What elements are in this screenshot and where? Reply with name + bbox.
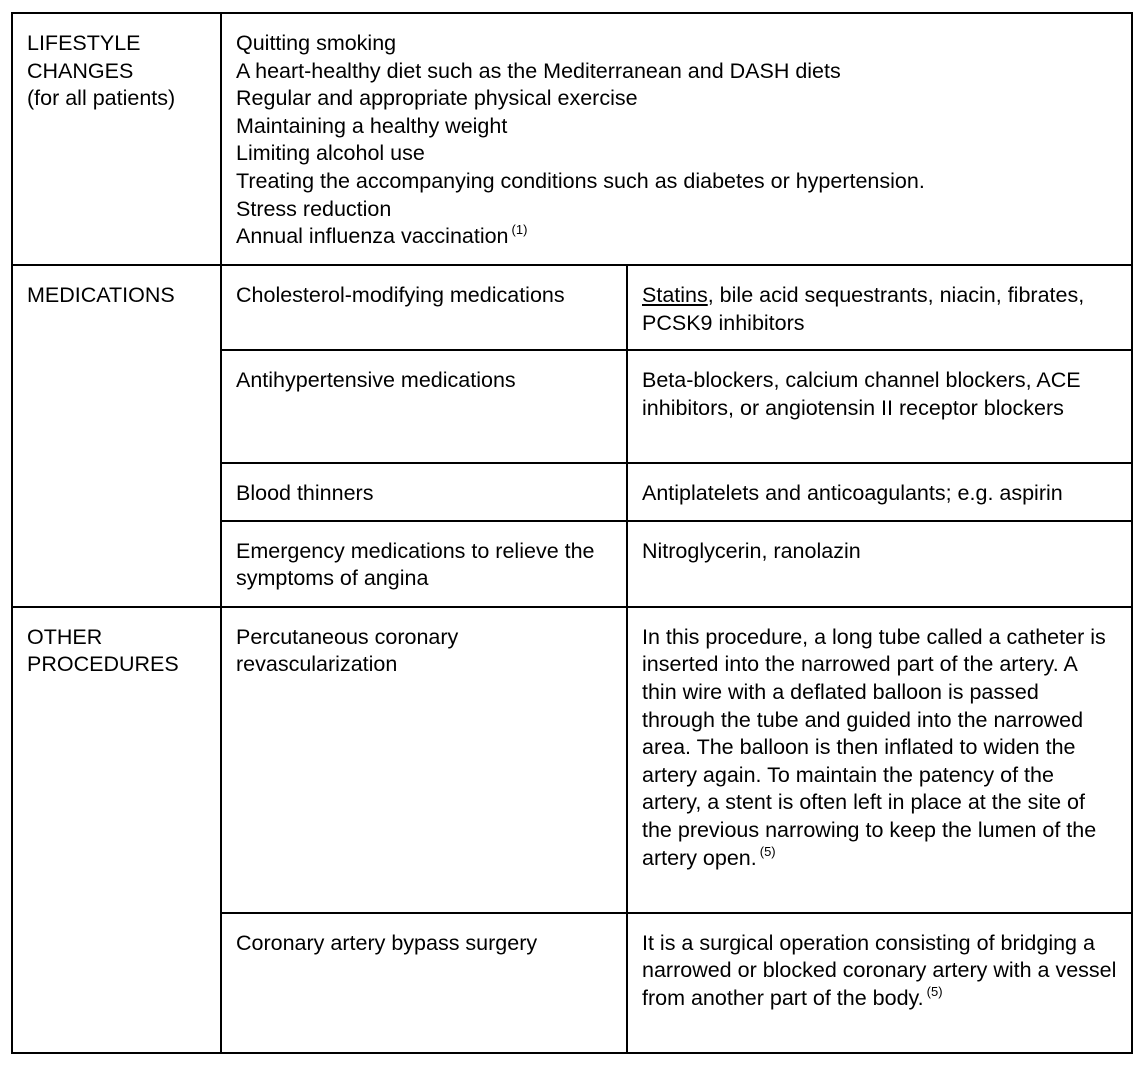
procedures-label-line: OTHER [27, 624, 103, 649]
medication-examples: Beta-blockers, calcium channel blockers, ACE inhibitors, or angiotensin II receptor blockers [627, 350, 1132, 463]
lifestyle-item: Limiting alcohol use [236, 141, 425, 166]
lifestyle-label-cell [12, 13, 221, 265]
medications-label: MEDICATIONS [27, 283, 175, 307]
procedures-label-line: PROCEDURES [27, 652, 179, 677]
procedures-label-cell [12, 607, 221, 1053]
procedure-description-text: In this procedure, a long tube called a catheter is inserted into the narrowed part of the artery. A thin wire with a deflated balloon is passed through the tube and guided into the narrowed area. The balloon is then inflated to widen the artery again. To maintain the patency of the artery, a stent is often left in place at the site of the previous narrowing to keep the lumen of the artery open. [642, 624, 1106, 870]
lifestyle-item: A heart-healthy diet such as the Mediterranean and DASH diets [236, 58, 841, 83]
lifestyle-item: Regular and appropriate physical exercise [236, 86, 638, 111]
citation-ref: (5) [759, 843, 776, 859]
lifestyle-item: Annual influenza vaccination [236, 224, 509, 249]
citation-ref: (1) [511, 222, 528, 238]
medication-category: Emergency medications to relieve the symptoms of angina [221, 521, 627, 607]
lifestyle-label-line: CHANGES [27, 58, 134, 83]
lifestyle-item: Maintaining a healthy weight [236, 113, 508, 138]
medication-examples: Nitroglycerin, ranolazin [627, 521, 1132, 607]
medication-category: Antihypertensive medications [221, 350, 627, 463]
lifestyle-label-line: (for all patients) [27, 86, 176, 111]
medication-row [12, 265, 1132, 350]
citation-ref: (5) [926, 983, 943, 999]
procedure-name: Percutaneous coronary revascularization [221, 607, 627, 913]
statins-link-text: Statins [642, 283, 708, 307]
medications-label-cell [12, 265, 221, 607]
medication-examples-text: , bile acid sequestrants, niacin, fibrates, PCSK9 inhibitors [642, 283, 1085, 335]
medication-category: Cholesterol-modifying medications [221, 265, 627, 350]
procedure-row [12, 607, 1132, 913]
lifestyle-item: Quitting smoking [236, 31, 397, 55]
lifestyle-item-last [236, 223, 1117, 251]
medication-examples [627, 265, 1132, 350]
procedure-description [627, 607, 1132, 913]
procedure-name: Coronary artery bypass surgery [221, 913, 627, 1053]
lifestyle-item: Treating the accompanying conditions such as diabetes or hypertension. [236, 168, 925, 193]
medication-examples: Antiplatelets and anticoagulants; e.g. aspirin [627, 463, 1132, 521]
medication-category: Blood thinners [221, 463, 627, 521]
lifestyle-row [12, 13, 1132, 265]
procedure-description-text: It is a surgical operation consisting of bridging a narrowed or blocked coronary artery with a vessel from another part of the body. [642, 930, 1117, 1010]
lifestyle-item: Stress reduction [236, 196, 392, 221]
treatment-table [11, 12, 1133, 1054]
lifestyle-items-cell [221, 13, 1132, 265]
procedure-description [627, 913, 1132, 1053]
lifestyle-label-line: LIFESTYLE [27, 31, 141, 55]
